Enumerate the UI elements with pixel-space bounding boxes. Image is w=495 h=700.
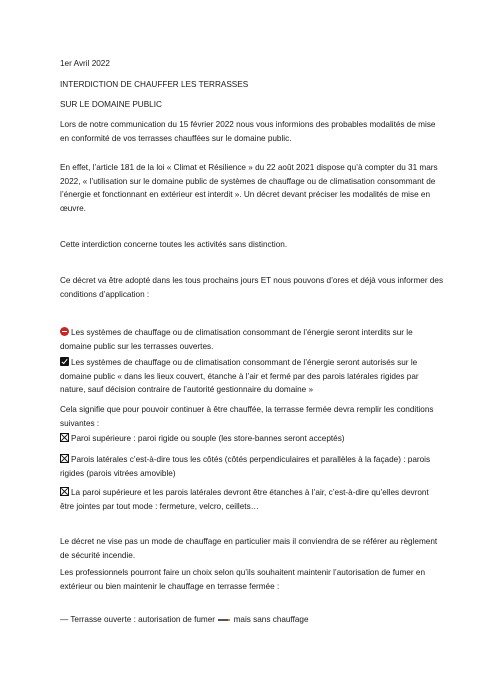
cigarette-icon: [218, 615, 230, 621]
condition-text-2: Parois latérales c’est-à-dire tous les côtés (côtés perpendiculaires et parallèles à la façade) : parois rigides (parois vitrées amovible): [60, 455, 431, 478]
title-line-1: INTERDICTION DE CHAUFFER LES TERRASSES: [60, 80, 249, 89]
condition-item-1: [60, 432, 445, 446]
forbidden-text: Les systèmes de chauffage ou de climatisation consommant de l’énergie seront interdits sur le domaine public sur les terrasses ouvertes.: [60, 328, 413, 351]
x-box-icon: [60, 487, 69, 496]
condition-text-1: Paroi supérieure : paroi rigide ou souple (les store-bannes seront acceptés): [71, 434, 345, 443]
condition-text-3: La paroi supérieure et les parois latérales devront être étanches à l’air, c’est-à-dire qu’elles devront être jointes par tout mode : fermeture, velcro, ceillets…: [60, 488, 429, 511]
choice-paragraph: Les professionnels pourront faire un choix selon qu’ils souhaitent maintenir l’autorisation de fumer en extérieur ou bien maintenir le chauffage en terrasse fermée :: [60, 568, 426, 591]
no-entry-icon: [60, 327, 69, 336]
open-terrace-text-a: — Terrasse ouverte : autorisation de fumer: [60, 615, 216, 624]
safety-paragraph: Le décret ne vise pas un mode de chauffage en particulier mais il conviendra de se référer au règlement de sécurité incendie.: [60, 537, 438, 560]
scope-paragraph: Cette interdiction concerne toutes les activités sans distinction.: [60, 240, 288, 249]
article-paragraph: En effet, l’article 181 de la loi « Climat et Résilience » du 22 août 2021 dispose qu’à compter du 31 mars 2022, « l’utilisation sur le domaine public de systèmes de chauffage ou de climatisation consommant de l’énergie et fonctionnant en extérieur est interdit ». Un décret devant préciser les modalités de mise en œuvre.: [60, 163, 438, 213]
check-box-icon: [60, 357, 69, 366]
open-terrace-line: [60, 613, 445, 627]
x-box-icon: [60, 454, 69, 463]
authorized-item: [60, 356, 445, 397]
title-line-2: SUR LE DOMAINE PUBLIC: [60, 100, 162, 109]
x-box-icon: [60, 433, 69, 442]
meaning-paragraph: Cela signifie que pour pouvoir continuer à être chauffée, la terrasse fermée devra remplir les conditions suivantes :: [60, 405, 434, 428]
date: 1er Avril 2022: [60, 59, 110, 68]
open-terrace-text-b: mais sans chauffage: [233, 615, 309, 624]
forbidden-item: [60, 326, 445, 353]
authorized-text: Les systèmes de chauffage ou de climatisation consommant de l’énergie seront autorisés sur le domaine public « dans les lieux couvert, étanche à l’air et fermé par des parois latérales rigides par nature, sauf décision contraire de l’autorité gestionnaire du domaine »: [60, 358, 419, 394]
intro-paragraph: Lors de notre communication du 15 février 2022 nous vous informions des probables modalités de mise en conformité de vos terrasses chauffées sur le domaine public.: [60, 120, 436, 143]
decree-paragraph: Ce décret va être adopté dans les tous prochains jours ET nous pouvons d’ores et déjà vous informer des conditions d’application :: [60, 276, 444, 299]
condition-item-2: [60, 453, 445, 480]
condition-item-3: [60, 486, 445, 513]
